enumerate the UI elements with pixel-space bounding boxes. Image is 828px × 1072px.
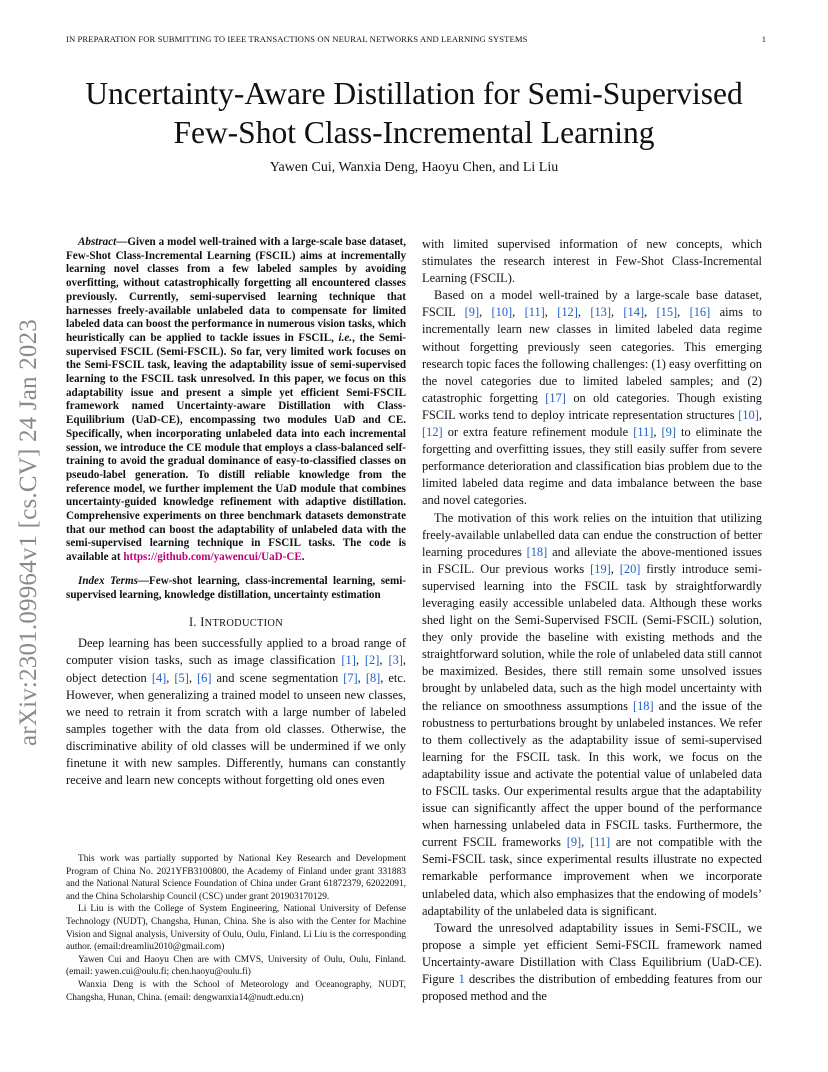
title-line-2: Few-Shot Class-Incremental Learning: [173, 115, 655, 150]
citation-link[interactable]: [14]: [623, 305, 645, 320]
running-header: IN PREPARATION FOR SUBMITTING TO IEEE TRANSACTIONS ON NEURAL NETWORKS AND LEARNING SYSTEMS: [66, 34, 528, 44]
citation-link[interactable]: [1]: [341, 653, 356, 668]
citation-link[interactable]: [16]: [689, 305, 711, 320]
citation-link[interactable]: [9]: [464, 305, 480, 320]
right-column: [422, 236, 762, 1005]
citation-link[interactable]: [10]: [491, 305, 513, 320]
abstract-label: Abstract: [78, 236, 117, 248]
citation-link[interactable]: [17]: [545, 390, 566, 405]
abstract: Abstract—Given a model well-trained with a large-scale base dataset, Few-Shot Class-Incremental Learning (FSCIL) aims at incrementally learning novel classes from a few labeled samples by avoiding overfitting, without catastrophically forgetting all encountered classes previously. Currently, semi-supervised learning technique that harnesses freely-available unlabeled data to compensate for limited labeled data can boost the performance in numerous vision tasks, which heuristically can be applied to tackle issues in FSCIL, i.e., the Semi-supervised FSCIL (Semi-FSCIL). So far, very limited work focuses on the Semi-FSCIL task, leaving the adaptability issue of semi-supervised learning to the FSCIL task unresolved. In this paper, we focus on this adaptability issue and present a simple yet efficient Semi-FSCIL framework named Uncertainty-aware Distillation with Class-Equilibrium (UaD-CE), encompassing two modules UaD and CE. Specifically, when incorporating unlabeled data into each incremental session, we introduce the CE module that employs a class-balanced self-training to avoid the gradual dominance of easy-to-classified classes on pseudo-label generation. To distill reliable knowledge from the reference model, we further implement the UaD module that combines uncertainty-guided knowledge refinement with adaptive distillation. Comprehensive experiments on three benchmark datasets demonstrate that our method can boost the adaptability of unlabeled data with the semi-supervised learning technique in FSCIL tasks. The code is available at https://github.com/yawencui/UaD-CE.: [66, 236, 406, 564]
intro-paragraph-4: Toward the unresolved adaptability issues in Semi-FSCIL, we propose a simple yet efficient Semi-FSCIL framework named Uncertainty-aware Distillation with Class Equilibrium (UaD-CE). Figure 1 describes the distribution of embedding features from our proposed method and the: [422, 920, 762, 1004]
intro-paragraph-3: The motivation of this work relies on the intuition that utilizing freely-available unlabelled data can endue the construction of better learning procedures [18] and alleviate the above-mentioned issues in FSCIL. Our previous works [19], [20] firstly introduce semi-supervised learning into the FSCIL task by straightforwardly leveraging easily accessible unlabeled data. Although these works shed light on the Semi-Supervised FSCIL (Semi-FSCIL) solution, they only provide the baseline with existing methods and the straightforward solution, while the role of unlabeled data still cannot be maximized. Besides, there still remain some unsolved issues brought by unlabeled data, such as the high model uncertainty with the reliance on smoothness assumptions [18] and the issue of the robustness to perturbations brought by unlabeled instances. We refer to them collectively as the adaptability issue of semi-supervised learning for the FSCIL task. In this work, we focus on the adaptability issue and activate the potential value of unlabeled data to FSCIL tasks. Our experimental results argue that the adaptability issue can significantly affect the upper bound of the performance when harnessing unlabeled data in FSCIL tasks. Furthermore, the current FSCIL frameworks [9], [11] are not compatible with the Semi-FSCIL task, since experimental results illustrate no expected remarkable performance improvement when we incorporate unlabeled data, which also emphasizes that the endowing of models’ adaptability of the unlabeled data is significant.: [422, 510, 762, 918]
citation-link[interactable]: [18]: [526, 544, 548, 559]
citation-link[interactable]: [8]: [365, 670, 381, 685]
author-list: Yawen Cui, Wanxia Deng, Haoyu Chen, and Li Liu: [269, 160, 559, 175]
intro-paragraph-1: Deep learning has been successfully applied to a broad range of computer vision tasks, such as image classification [1], [2], [3], object detection [4], [5], [6] and scene segmentation [7], [8], etc. However, when generalizing a trained model to unseen new classes, we need to retrain it from scratch with a large number of labeled samples together with the data from old classes. Otherwise, the discriminative ability of old classes will be undermined if we only finetune it with new samples. Differently, humans can constantly receive and learn new concepts without forgetting old ones even: [66, 636, 406, 788]
page-number: 1: [761, 34, 766, 44]
index-terms: Index Terms—Few-shot learning, class-incremental learning, semi-supervised learning, knowledge distillation, uncertainty estimation: [66, 574, 406, 601]
code-link[interactable]: https://github.com/yawencui/UaD-CE: [123, 551, 302, 564]
citation-link[interactable]: [7]: [343, 670, 358, 685]
citation-link[interactable]: [6]: [197, 670, 212, 685]
citation-link[interactable]: [20]: [619, 561, 641, 576]
footnote-affiliation-liu: Li Liu is with the College of System Engineering, National University of Defense Technology (NUDT), Changsha, Hunan, China. She is also with the Center for Machine Vision and Signal analysis, University of Oulu, Oulu, Finland. Li Liu is the corresponding author. (email:dreamliu2010@gmail.com): [66, 904, 406, 953]
citation-link[interactable]: [5]: [174, 670, 189, 685]
index-terms-label: Index Terms: [78, 574, 138, 587]
figure-reference-link[interactable]: 1: [458, 972, 465, 987]
citation-link[interactable]: [3]: [388, 653, 403, 668]
citation-link[interactable]: [2]: [364, 653, 380, 668]
citation-link[interactable]: [9]: [661, 425, 676, 440]
footnote-funding: This work was partially supported by National Key Research and Development Program of China No. 2021YFB3100800, the Academy of Finland under grant 331883 and the National Natural Science Foundation of China under Grant 61872379, 62022091, and the China Scholarship Council (CSC) under grant 201903170129.: [66, 854, 406, 902]
footnote-affiliation-deng: Wanxia Deng is with the School of Meteorology and Oceanography, NUDT, Changsha, Hunan, China. (email: dengwanxia14@nudt.edu.cn): [66, 979, 406, 1003]
footnotes: [66, 853, 406, 1004]
citation-link[interactable]: [18]: [632, 698, 654, 713]
citation-link[interactable]: [4]: [151, 670, 167, 685]
citation-link[interactable]: [10]: [738, 407, 759, 422]
left-column: [66, 236, 406, 789]
citation-link[interactable]: [11]: [590, 835, 611, 850]
paper-title: [40, 74, 788, 152]
section-heading-introduction: I. INTRODUCTION: [188, 615, 283, 630]
citation-link[interactable]: [11]: [633, 425, 654, 440]
citation-link[interactable]: [12]: [557, 305, 578, 320]
citation-link[interactable]: [13]: [590, 305, 611, 320]
arxiv-stamp: arXiv:2301.09964v1 [cs.CV] 24 Jan 2023: [15, 319, 42, 746]
title-line-1: Uncertainty-Aware Distillation for Semi-Supervised: [85, 76, 743, 111]
citation-link[interactable]: [19]: [590, 561, 611, 576]
intro-paragraph-2: Based on a model well-trained by a large-scale base dataset, FSCIL [9], [10], [11], [12], [13], [14], [15], [16] aims to incrementally learn new classes in limited labeled data regime without forgetting previously seen categories. This emerging research topic faces the following challenges: (1) easy overfitting on the novel categories due to limited labeled samples; and (2) catastrophic forgetting [17] on old categories. Though existing FSCIL works tend to deploy intricate representation structures [10], [12] or extra feature refinement module [11], [9] to eliminate the forgetting and overfitting issues, they still easily suffer from severe performance deterioration and classification bias problem due to the limited labeled data regime and data imbalance between the base and novel categories.: [422, 288, 763, 508]
citation-link[interactable]: [11]: [524, 305, 545, 320]
citation-link[interactable]: [15]: [656, 305, 678, 320]
paragraph-continuation: with limited supervised information of new concepts, which stimulates the research interest in Few-Shot Class-Incremental Learning (FSCIL).: [422, 237, 762, 286]
footnote-affiliation-cui-chen: Yawen Cui and Haoyu Chen are with CMVS, University of Oulu, Oulu, Finland. (email: yawen.cui@oulu.fi; chen.haoyu@oulu.fi): [66, 954, 406, 978]
citation-link[interactable]: [12]: [422, 425, 443, 440]
citation-link[interactable]: [9]: [566, 835, 582, 850]
